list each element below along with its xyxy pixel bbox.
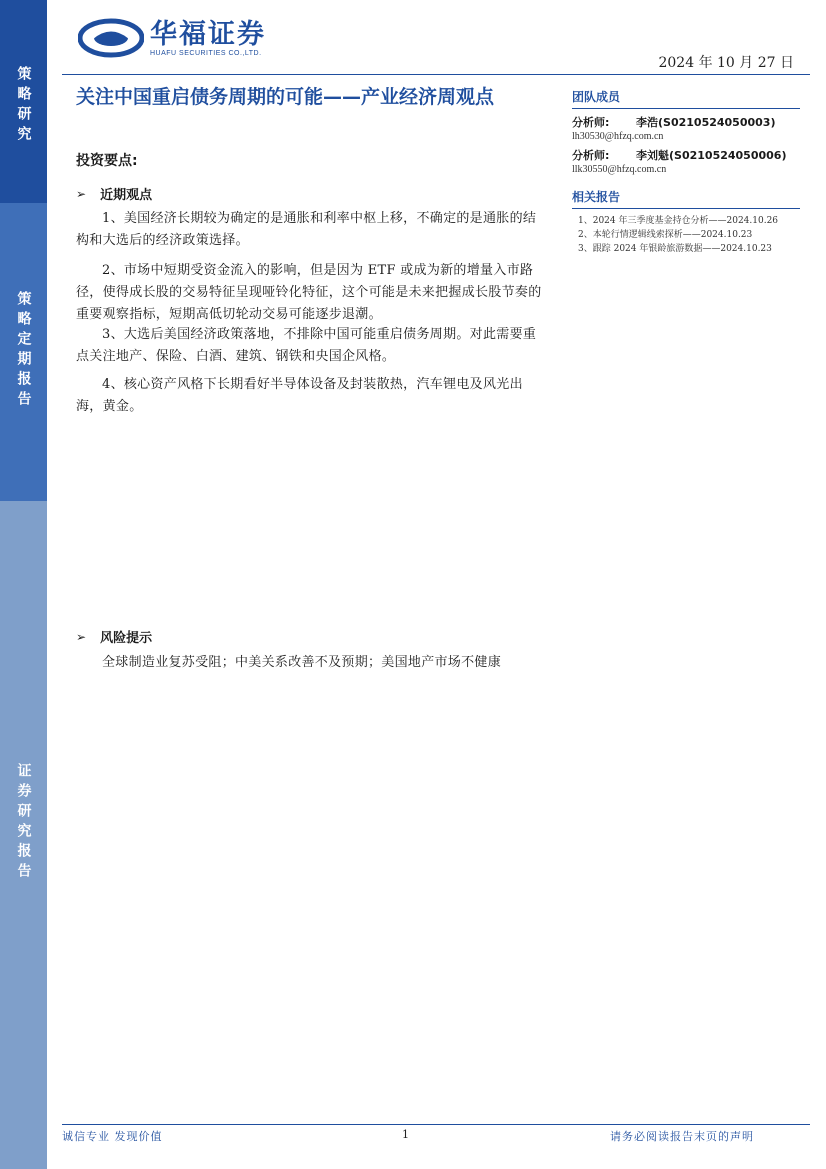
sidebar-label: 策略定期报告	[15, 291, 32, 411]
related-report-item[interactable]: 3、跟踪 2024 年银龄旅游数据——2024.10.23	[578, 244, 772, 254]
related-report-item[interactable]: 2、本轮行情逻辑线索探析——2024.10.23	[578, 230, 753, 240]
logo-icon	[78, 18, 144, 58]
analyst-name: 李刘魁(S0210524050006)	[636, 149, 787, 162]
arrow-bullet-icon: ➢	[76, 629, 87, 644]
section-heading-recent-views	[76, 184, 152, 203]
footer-disclaimer: 请务必阅读报告末页的声明	[610, 1130, 754, 1143]
arrow-bullet-icon: ➢	[76, 186, 87, 201]
risk-paragraph: 全球制造业复苏受阻；中美关系改善不及预期；美国地产市场不健康	[102, 655, 502, 670]
related-report-item[interactable]: 1、2024 年三季度基金持仓分析——2024.10.26	[578, 216, 779, 226]
logo-english-name: HUAFU SECURITIES CO.,LTD.	[150, 49, 262, 57]
section-title: 风险提示	[100, 631, 153, 646]
analyst-name: 李浩(S0210524050003)	[636, 116, 776, 129]
report-title: 关注中国重启债务周期的可能——产业经济周观点	[76, 86, 495, 108]
team-heading: 团队成员	[572, 88, 800, 109]
investment-highlights-heading: 投资要点:	[76, 153, 138, 169]
right-panel	[572, 88, 800, 256]
page-number: 1	[402, 1128, 409, 1141]
sidebar	[0, 0, 47, 1169]
related-reports-list	[572, 214, 800, 256]
logo-chinese-name: 华福证券	[150, 18, 266, 50]
paragraph: 1、美国经济长期较为确定的是通胀和利率中枢上移，不确定的是通胀的结构和大选后的经济政策选择。	[76, 211, 537, 248]
header-divider	[62, 74, 810, 75]
report-date: 2024 年 10 月 27 日	[658, 55, 794, 71]
footer-slogan: 诚信专业 发现价值	[62, 1130, 163, 1143]
related-reports-heading: 相关报告	[572, 188, 800, 209]
section-heading-risk	[76, 627, 152, 646]
paragraph: 2、市场中短期受资金流入的影响，但是因为 ETF 或成为新的增量入市路径，使得成长股的交易特征呈现哑铃化特征，这个可能是未来把握成长股节奏的重要观察指标，短期高低切轮动交易可能逐步退潮。	[76, 263, 542, 322]
analyst-role: 分析师:	[572, 116, 610, 129]
paragraph: 3、大选后美国经济政策落地，不排除中国可能重启债务周期。对此需要重点关注地产、保险、白酒、建筑、钢铁和央国企风格。	[76, 327, 537, 364]
sidebar-report-type	[0, 203, 47, 501]
analyst-email[interactable]: lh30530@hfzq.com.cn	[572, 131, 664, 142]
paragraph: 4、核心资产风格下长期看好半导体设备及封装散热，汽车锂电及风光出海，黄金。	[76, 377, 523, 414]
footer-divider	[62, 1124, 810, 1125]
sidebar-securities-research	[0, 501, 47, 1169]
analyst-row	[572, 147, 800, 163]
analyst-role: 分析师:	[572, 149, 610, 162]
analyst-email[interactable]: llk30550@hfzq.com.cn	[572, 164, 667, 175]
sidebar-category-strategy	[0, 0, 47, 203]
sidebar-label: 策略研究	[15, 66, 32, 146]
company-logo	[78, 18, 266, 58]
sidebar-label: 证券研究报告	[15, 763, 32, 883]
section-title: 近期观点	[100, 188, 153, 203]
analyst-row	[572, 114, 800, 130]
